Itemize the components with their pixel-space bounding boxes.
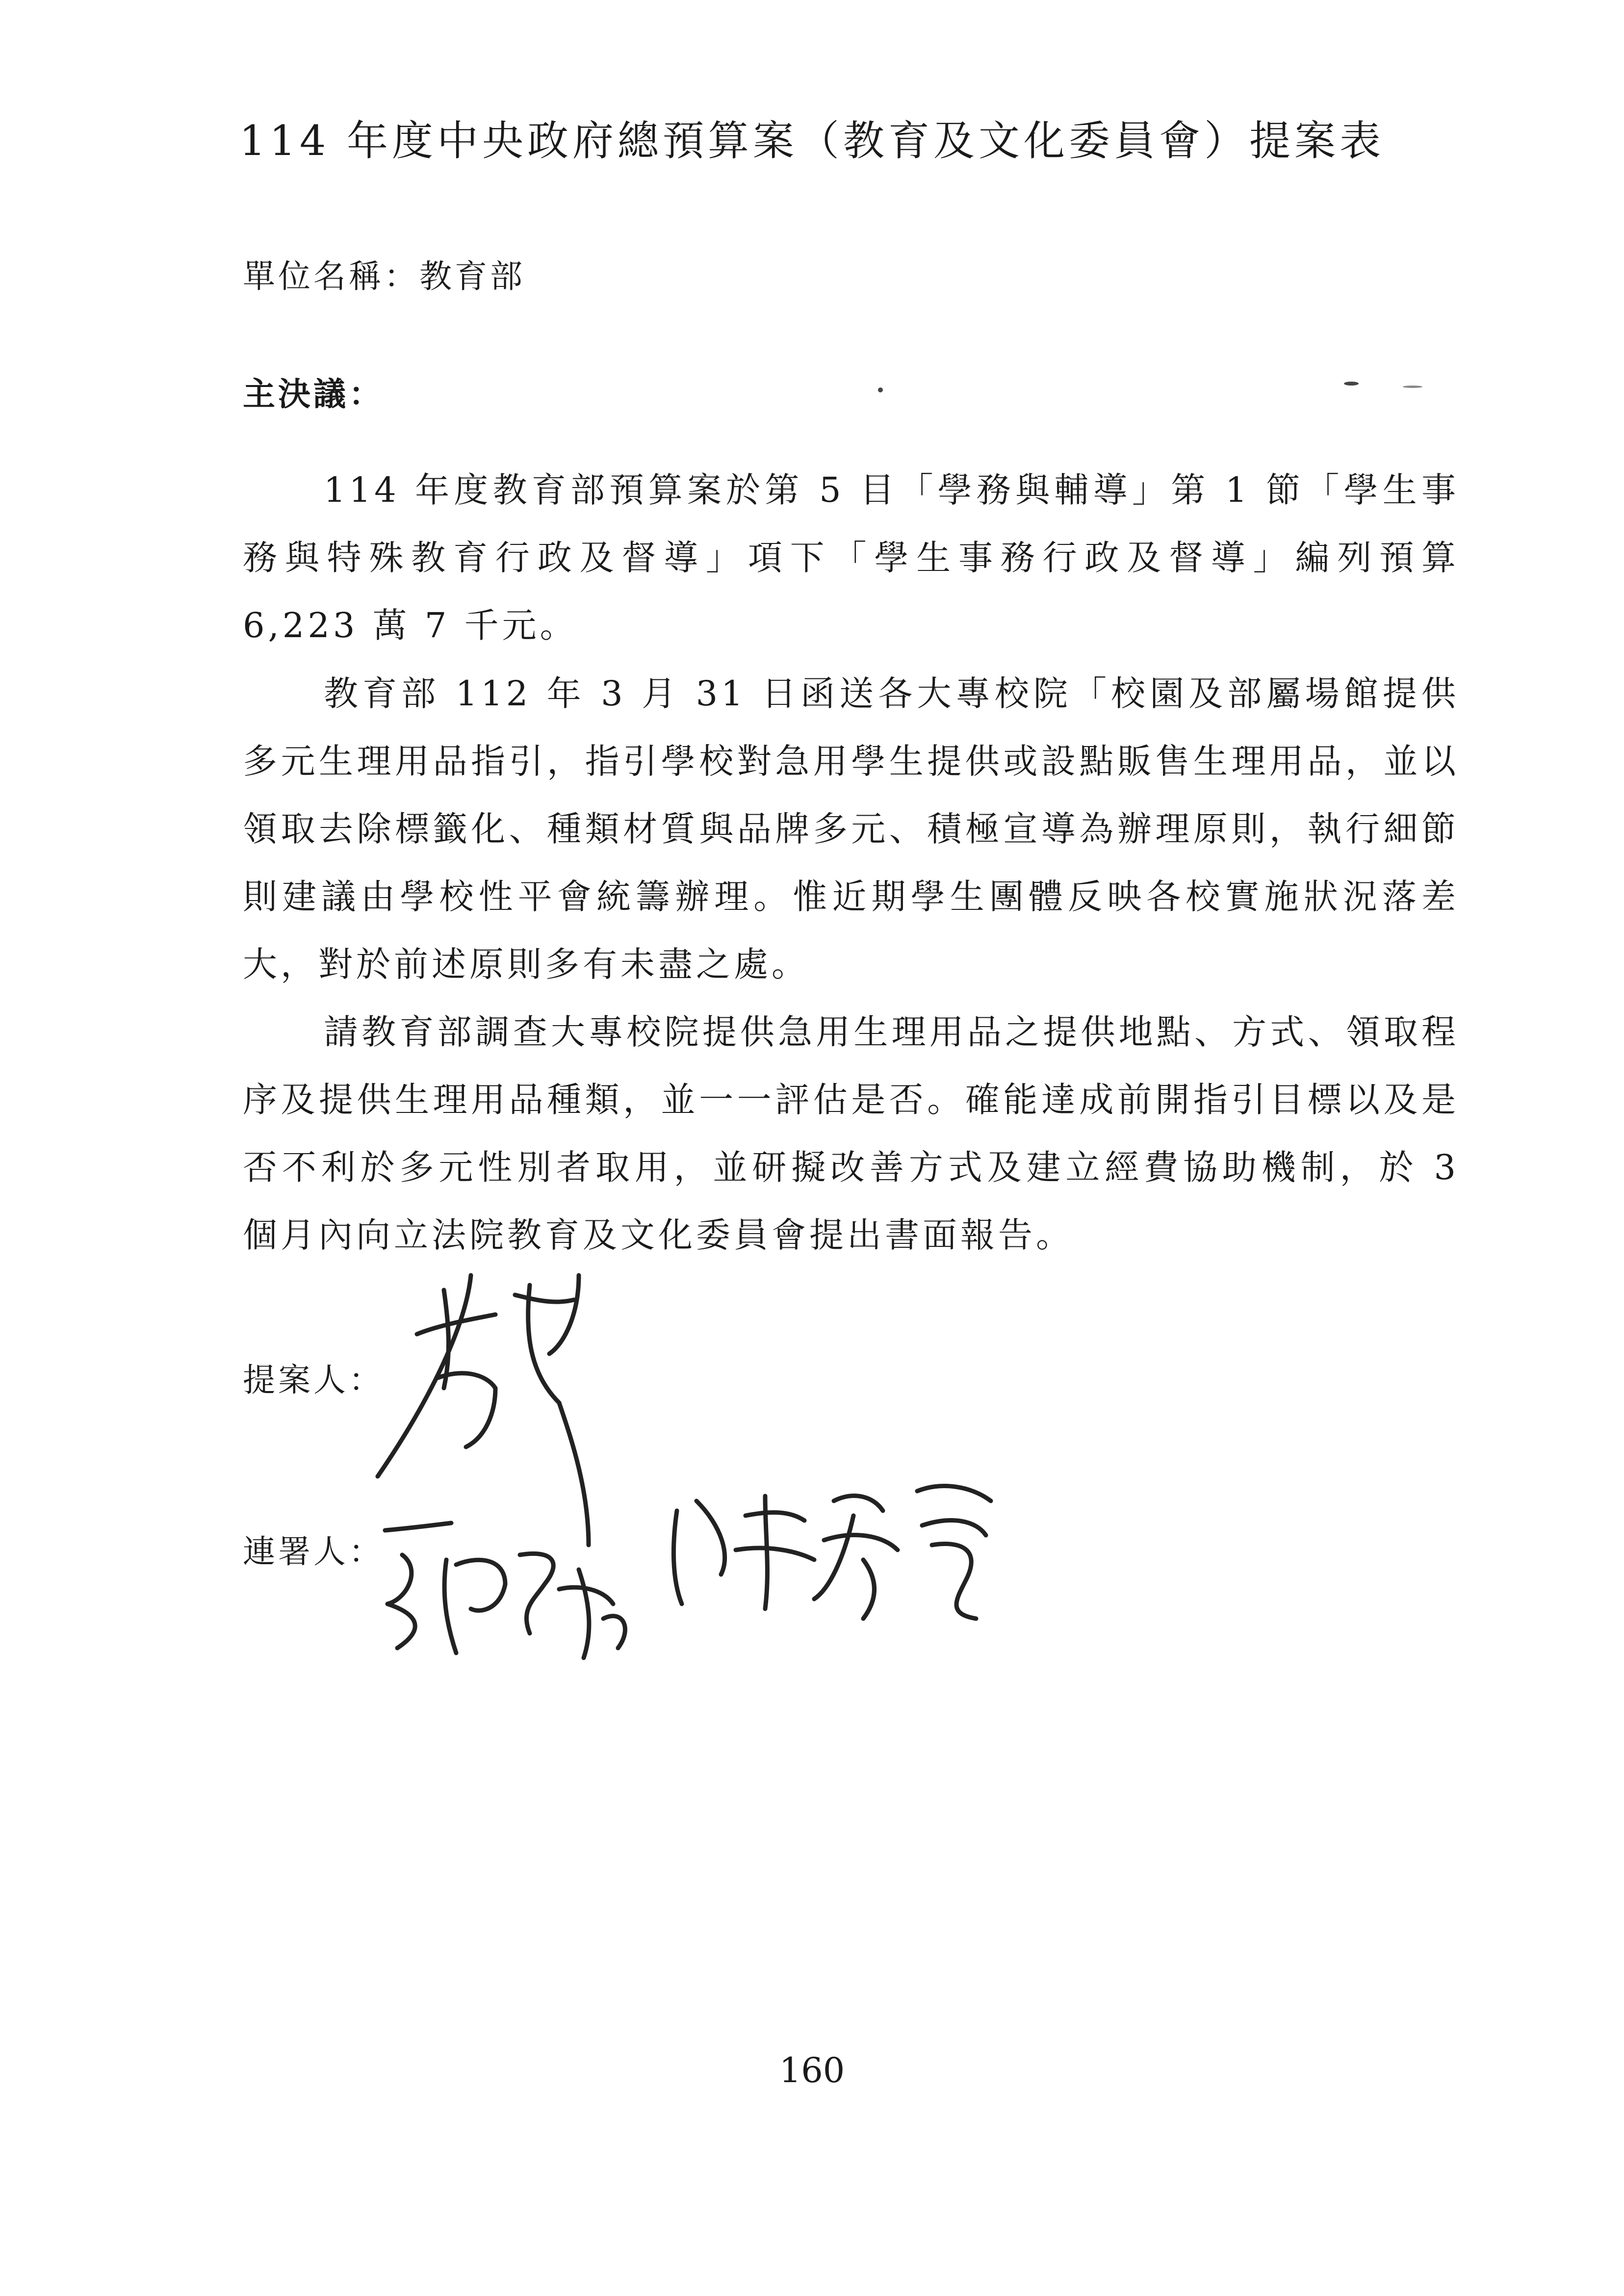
proposer-signature — [378, 1275, 589, 1545]
scan-speck — [1344, 382, 1359, 386]
unit-name-line: 單位名稱：教育部 — [243, 258, 525, 295]
paragraph-request: 請教育部調查大專校院提供急用生理用品之提供地點、方式、領取程序及提供生理用品種類，並一一評估是否。確能達成前開指引目標以及是否不利於多元性別者取用，並研擬改善方式及建立經費協助機制，於 3 個月內向立法院教育及文化委員會提出書面報告。 — [243, 1012, 1459, 1255]
scan-speck — [878, 387, 883, 392]
main-resolution-heading: 主決議： — [243, 375, 384, 413]
paragraph-budget: 114 年度教育部預算案於第 5 目「學務與輔導」第 1 節「學生事務與特殊教育行政及督導」項下「學生事務行政及督導」編列預算 6,223 萬 7 千元。 — [243, 470, 1459, 645]
scan-speck — [1403, 386, 1422, 388]
cosigner-label: 連署人： — [243, 1533, 384, 1571]
document-title: 114 年度中央政府總預算案（教育及文化委員會）提案表 — [239, 117, 1385, 165]
paragraph-guideline: 教育部 112 年 3 月 31 日函送各大專校院「校園及部屬場館提供多元生理用品指引，指引學校對急用學生提供或設點販售生理用品，並以領取去除標籤化、種類材質與品牌多元、積極宣導為辦理原則，執行細節則建議由學校性平會統籌辦理。惟近期學生團體反映各校實施狀況落差大，對於前述原則多有未盡之處。 — [243, 673, 1459, 984]
proposer-label: 提案人： — [243, 1361, 384, 1399]
page-number: 160 — [779, 2050, 845, 2090]
cosigner-signature-2 — [673, 1486, 991, 1619]
